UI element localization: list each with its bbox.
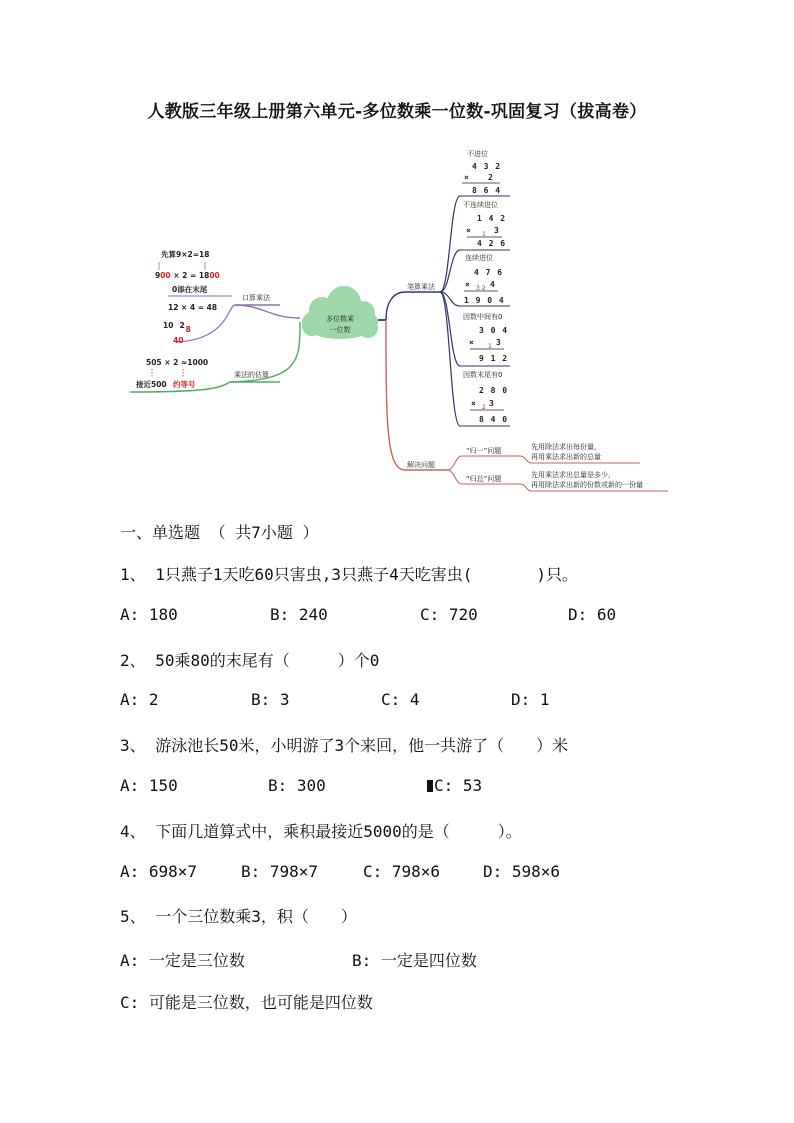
question-4-stem: 4、 下面几道算式中，乘积最接近5000的是（ ）。 <box>120 822 522 841</box>
group-3-title: 连续进位 <box>465 254 493 262</box>
question-1-option-a[interactable]: A: 180 <box>120 605 178 624</box>
group-5-times: × <box>471 399 477 408</box>
question-5-option-a[interactable]: A: 一定是三位数 <box>120 951 245 970</box>
question-1-stem: 1、 1只燕子1天吃60只害虫,3只燕子4天吃害虫( )只。 <box>120 565 578 584</box>
solve-item-1-name: “归一”问题 <box>466 447 502 455</box>
group-3-mult: 4 <box>490 280 496 289</box>
group-1-top: 4 3 2 <box>472 162 502 171</box>
center-label-line1: 多位数乘 <box>326 315 354 323</box>
solve-item-1-desc1: 先用除法求出每份量， <box>531 443 601 451</box>
question-3-stem: 3、 游泳池长50米，小明游了3个来回，他一共游了（ ）米 <box>120 736 569 755</box>
written-group-5 <box>460 370 510 426</box>
question-4-option-c[interactable]: C: 798×6 <box>363 862 441 881</box>
group-2-carry: 1 <box>482 231 486 238</box>
question-1-option-c[interactable]: C: 720 <box>420 605 478 624</box>
group-4-mult: 3 <box>496 338 502 347</box>
question-5-option-c[interactable]: C: 可能是三位数，也可能是四位数 <box>120 993 373 1012</box>
group-5-mult: 3 <box>489 399 495 408</box>
section-heading: 一、单选题 （ 共7小题 ） <box>120 523 319 542</box>
solve-item-2-name: “归总”问题 <box>466 475 502 483</box>
group-4-result: 9 1 2 <box>479 354 509 363</box>
question-2-option-b[interactable]: B: 3 <box>251 690 290 709</box>
center-label-line2: 一位数 <box>329 326 351 334</box>
question-3-option-b[interactable]: B: 300 <box>268 776 326 795</box>
question-2-option-a[interactable]: A: 2 <box>120 690 159 709</box>
estimate-label: 乘法的估算 <box>234 371 269 379</box>
question-4-option-a[interactable]: A: 698×7 <box>120 862 198 881</box>
written-label: 笔算乘法 <box>407 283 435 291</box>
mind-map <box>0 0 794 510</box>
oral-line5: 10 $2_8$ <box>163 321 191 334</box>
group-4-carry: 1 <box>488 343 492 350</box>
page-title: 人教版三年级上册第六单元-多位数乘一位数-巩固复习（拔高卷） <box>147 102 647 122</box>
question-3-option-a[interactable]: A: 150 <box>120 776 178 795</box>
group-2-mult: 3 <box>494 226 500 235</box>
solve-item-2-desc2: 再用除法求出新的份数或新的一份量 <box>531 481 643 489</box>
group-5-result: 8 4 0 <box>479 415 509 424</box>
oral-line2: 900 × 2 = 1800 <box>155 271 220 280</box>
group-3-top: 4 7 6 <box>474 268 504 277</box>
oral-line1: 先算9×2=18 <box>161 250 210 259</box>
answer-mark-icon <box>427 780 433 792</box>
question-4-option-b[interactable]: B: 798×7 <box>241 862 319 881</box>
group-1-result: 8 6 4 <box>472 186 502 195</box>
question-1-option-d[interactable]: D: 60 <box>568 605 617 624</box>
group-5-title: 因数末尾有0 <box>463 371 503 379</box>
question-5-stem: 5、 一个三位数乘3，积（ ） <box>120 907 357 926</box>
estimate-expr: 505 × 2 ≈1000 <box>146 358 209 367</box>
oral-line6: 40 <box>173 336 184 345</box>
question-2-option-d[interactable]: D: 1 <box>511 690 550 709</box>
solve-label: 解决问题 <box>407 461 435 469</box>
group-3-times: × <box>465 280 471 289</box>
group-2-times: × <box>466 226 472 235</box>
group-4-top: 3 0 4 <box>479 326 509 335</box>
solve-item-2-desc1: 先用乘法求出总量是多少， <box>531 471 615 479</box>
oral-label: 口算乘法 <box>242 294 270 302</box>
group-5-carry: 2 <box>482 404 486 411</box>
solve-item-1-desc2: 再用乘法求出新的总量 <box>531 453 601 461</box>
question-2-option-c[interactable]: C: 4 <box>381 690 420 709</box>
group-1-title: 不进位 <box>467 150 488 158</box>
oral-line4: 12 × 4 = 48 <box>168 303 218 312</box>
oral-line3: 0添在末尾 <box>172 285 208 294</box>
question-3-option-c-text: C: 53 <box>434 776 483 795</box>
group-1-times: × <box>464 173 470 182</box>
written-group-2 <box>460 200 510 250</box>
group-3-result: 1 9 0 4 <box>464 296 505 305</box>
group-4-times: × <box>469 338 475 347</box>
question-4-option-d[interactable]: D: 598×6 <box>483 862 561 881</box>
question-1-option-b[interactable]: B: 240 <box>270 605 328 624</box>
group-2-title: 不连续进位 <box>463 201 498 209</box>
group-2-top: 1 4 2 <box>477 214 507 223</box>
group-4-title: 因数中间有0 <box>463 313 503 321</box>
question-3-option-c[interactable] <box>427 776 482 795</box>
question-5-option-b[interactable]: B: 一定是四位数 <box>352 951 477 970</box>
written-group-3 <box>460 253 510 306</box>
question-2-stem: 2、 50乘80的末尾有（ ）个0 <box>120 651 380 670</box>
group-5-top: 2 8 0 <box>479 386 509 395</box>
written-group-1 <box>460 149 510 196</box>
written-group-4 <box>460 312 510 366</box>
estimate-near: 接近500 <box>136 380 167 389</box>
group-2-result: 4 2 6 <box>477 239 507 248</box>
estimate-approx: 约等号 <box>173 380 196 389</box>
group-1-mult: 2 <box>488 173 494 182</box>
group-3-carry: 3 2 <box>476 285 486 292</box>
